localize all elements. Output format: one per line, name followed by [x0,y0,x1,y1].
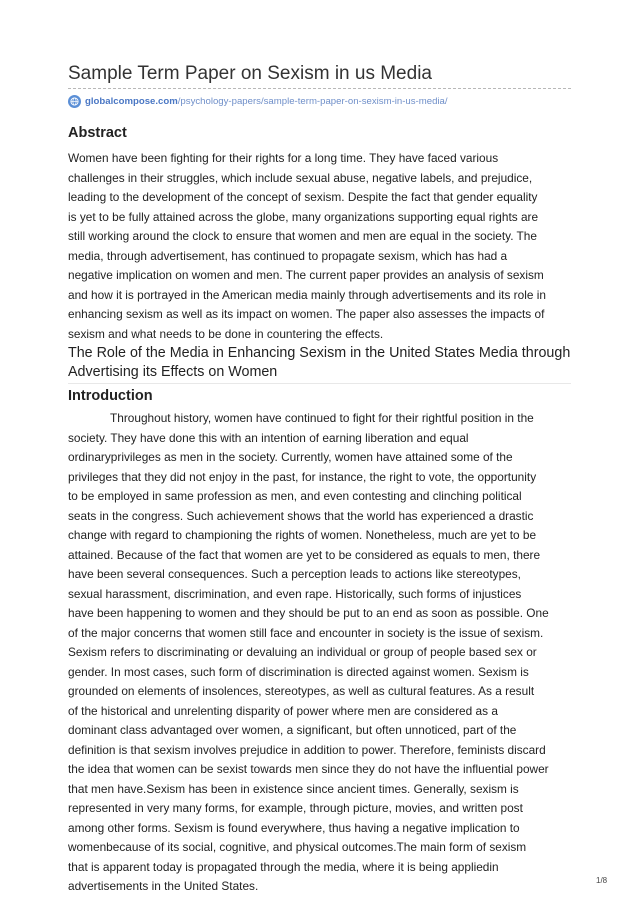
intro-line: that men have.Sexism has been in existence since ancient times. Generally, sexism is [68,781,519,796]
source-path[interactable]: /psychology-papers/sample-term-paper-on-sexism-in-us-media/ [177,95,448,107]
abstract-heading: Abstract [68,125,127,141]
section-divider [68,383,571,384]
intro-line: Throughout history, women have continued to fight for their rightful position in the [110,411,534,425]
abstract-paragraph [68,149,574,344]
intro-line: advertisements in the United States. [68,879,259,893]
intro-line: definition is that sexism involves prejudice in addition to power. Therefore, feminists discard [68,742,546,757]
section-title [68,344,573,382]
intro-line: that is apparent today is propagated through the media, where it is being appliedin [68,859,499,874]
abstract-line: challenges in their struggles, which include sexual abuse, negative labels, and prejudice, [68,170,533,185]
intro-line: represented in very many forms, for example, through picture, movies, and written post [68,801,523,815]
introduction-paragraph [68,409,574,897]
abstract-line: negative implication on women and men. The current paper provides an analysis of sexism [68,268,544,282]
intro-line: have been several consequences. Such a perception leads to actions like stereotypes, [68,567,521,581]
abstract-line: is yet to be fully attained across the globe, many organizations supporting equal rights are [68,209,539,224]
intro-line: change with regard to championing the rights of women. Nonetheless, much are yet to be [68,528,537,542]
abstract-line: enhancing sexism as well as its impact on women. The paper also assesses the impacts of [68,307,545,321]
intro-line: sexual harassment, discrimination, and even rape. Historically, such forms of injustices [68,586,522,601]
intro-line: of the major concerns that women still face and encounter in society is the issue of sexism. [68,625,544,640]
source-domain[interactable]: globalcompose.com [85,95,178,107]
intro-line: to be employed in same profession as men, and even contesting and clinching political [68,489,522,503]
intro-line: attained. Because of the fact that women are yet to be considered as equals to men, there [68,547,541,562]
intro-line: dominant class advantaged over women, a significant, but often unnoticed, part of the [68,723,517,737]
abstract-line: Women have been fighting for their rights for a long time. They have faced various [68,151,499,165]
introduction-heading: Introduction [68,388,153,404]
page-title: Sample Term Paper on Sexism in us Media [68,63,432,84]
abstract-line: and how it is portrayed in the American media mainly through advertisements and its role in [68,287,546,302]
intro-line: grounded on elements of insolences, stereotypes, as well as cultural features. As a result [68,684,535,698]
intro-line: gender. In most cases, such form of discrimination is directed against women. Sexism is [68,664,529,679]
abstract-line: still working around the clock to ensure that women and men are equal in the society. The [68,229,537,243]
intro-line: Sexism refers to discriminating or devaluing an individual or group of people based sex or [68,645,537,659]
intro-line: privileges that they did not enjoy in the past, for instance, the right to vote, the opportunity [68,469,537,484]
intro-line: society. They have done this with an intention of earning liberation and equal [68,430,469,445]
abstract-line: media, through advertisement, has continued to propagate sexism, which has had a [68,248,508,263]
intro-line: ordinaryprivileges as men in the society. Currently, women have attained some of the [68,450,513,464]
intro-line: of the historical and unrelenting disparity of power where men are considered as a [68,703,498,718]
intro-line: seats in the congress. Such achievement shows that the world has experienced a drastic [68,508,534,523]
intro-line: womenbecause of its social, cognitive, and physical outcomes.The main form of sexism [68,840,527,854]
abstract-line: sexism and what needs to be done in countering the effects. [68,326,384,341]
globe-icon [68,95,81,108]
section-title-line: The Role of the Media in Enhancing Sexism in the United States Media through [68,345,571,361]
section-title-line: Advertising its Effects on Women [68,364,278,380]
source-link[interactable] [68,93,448,109]
intro-line: among other forms. Sexism is found everywhere, thus having a negative implication to [68,820,520,835]
intro-line: have been happening to women and they should be put to an end as soon as possible. One [68,606,549,620]
intro-line: the idea that women can be sexist towards men since they do not have the influential power [68,762,549,776]
abstract-line: leading to the development of the concept of sexism. Despite the fact that gender equality [68,190,538,204]
title-divider [68,88,571,89]
page-number: 1/8 [596,876,608,885]
